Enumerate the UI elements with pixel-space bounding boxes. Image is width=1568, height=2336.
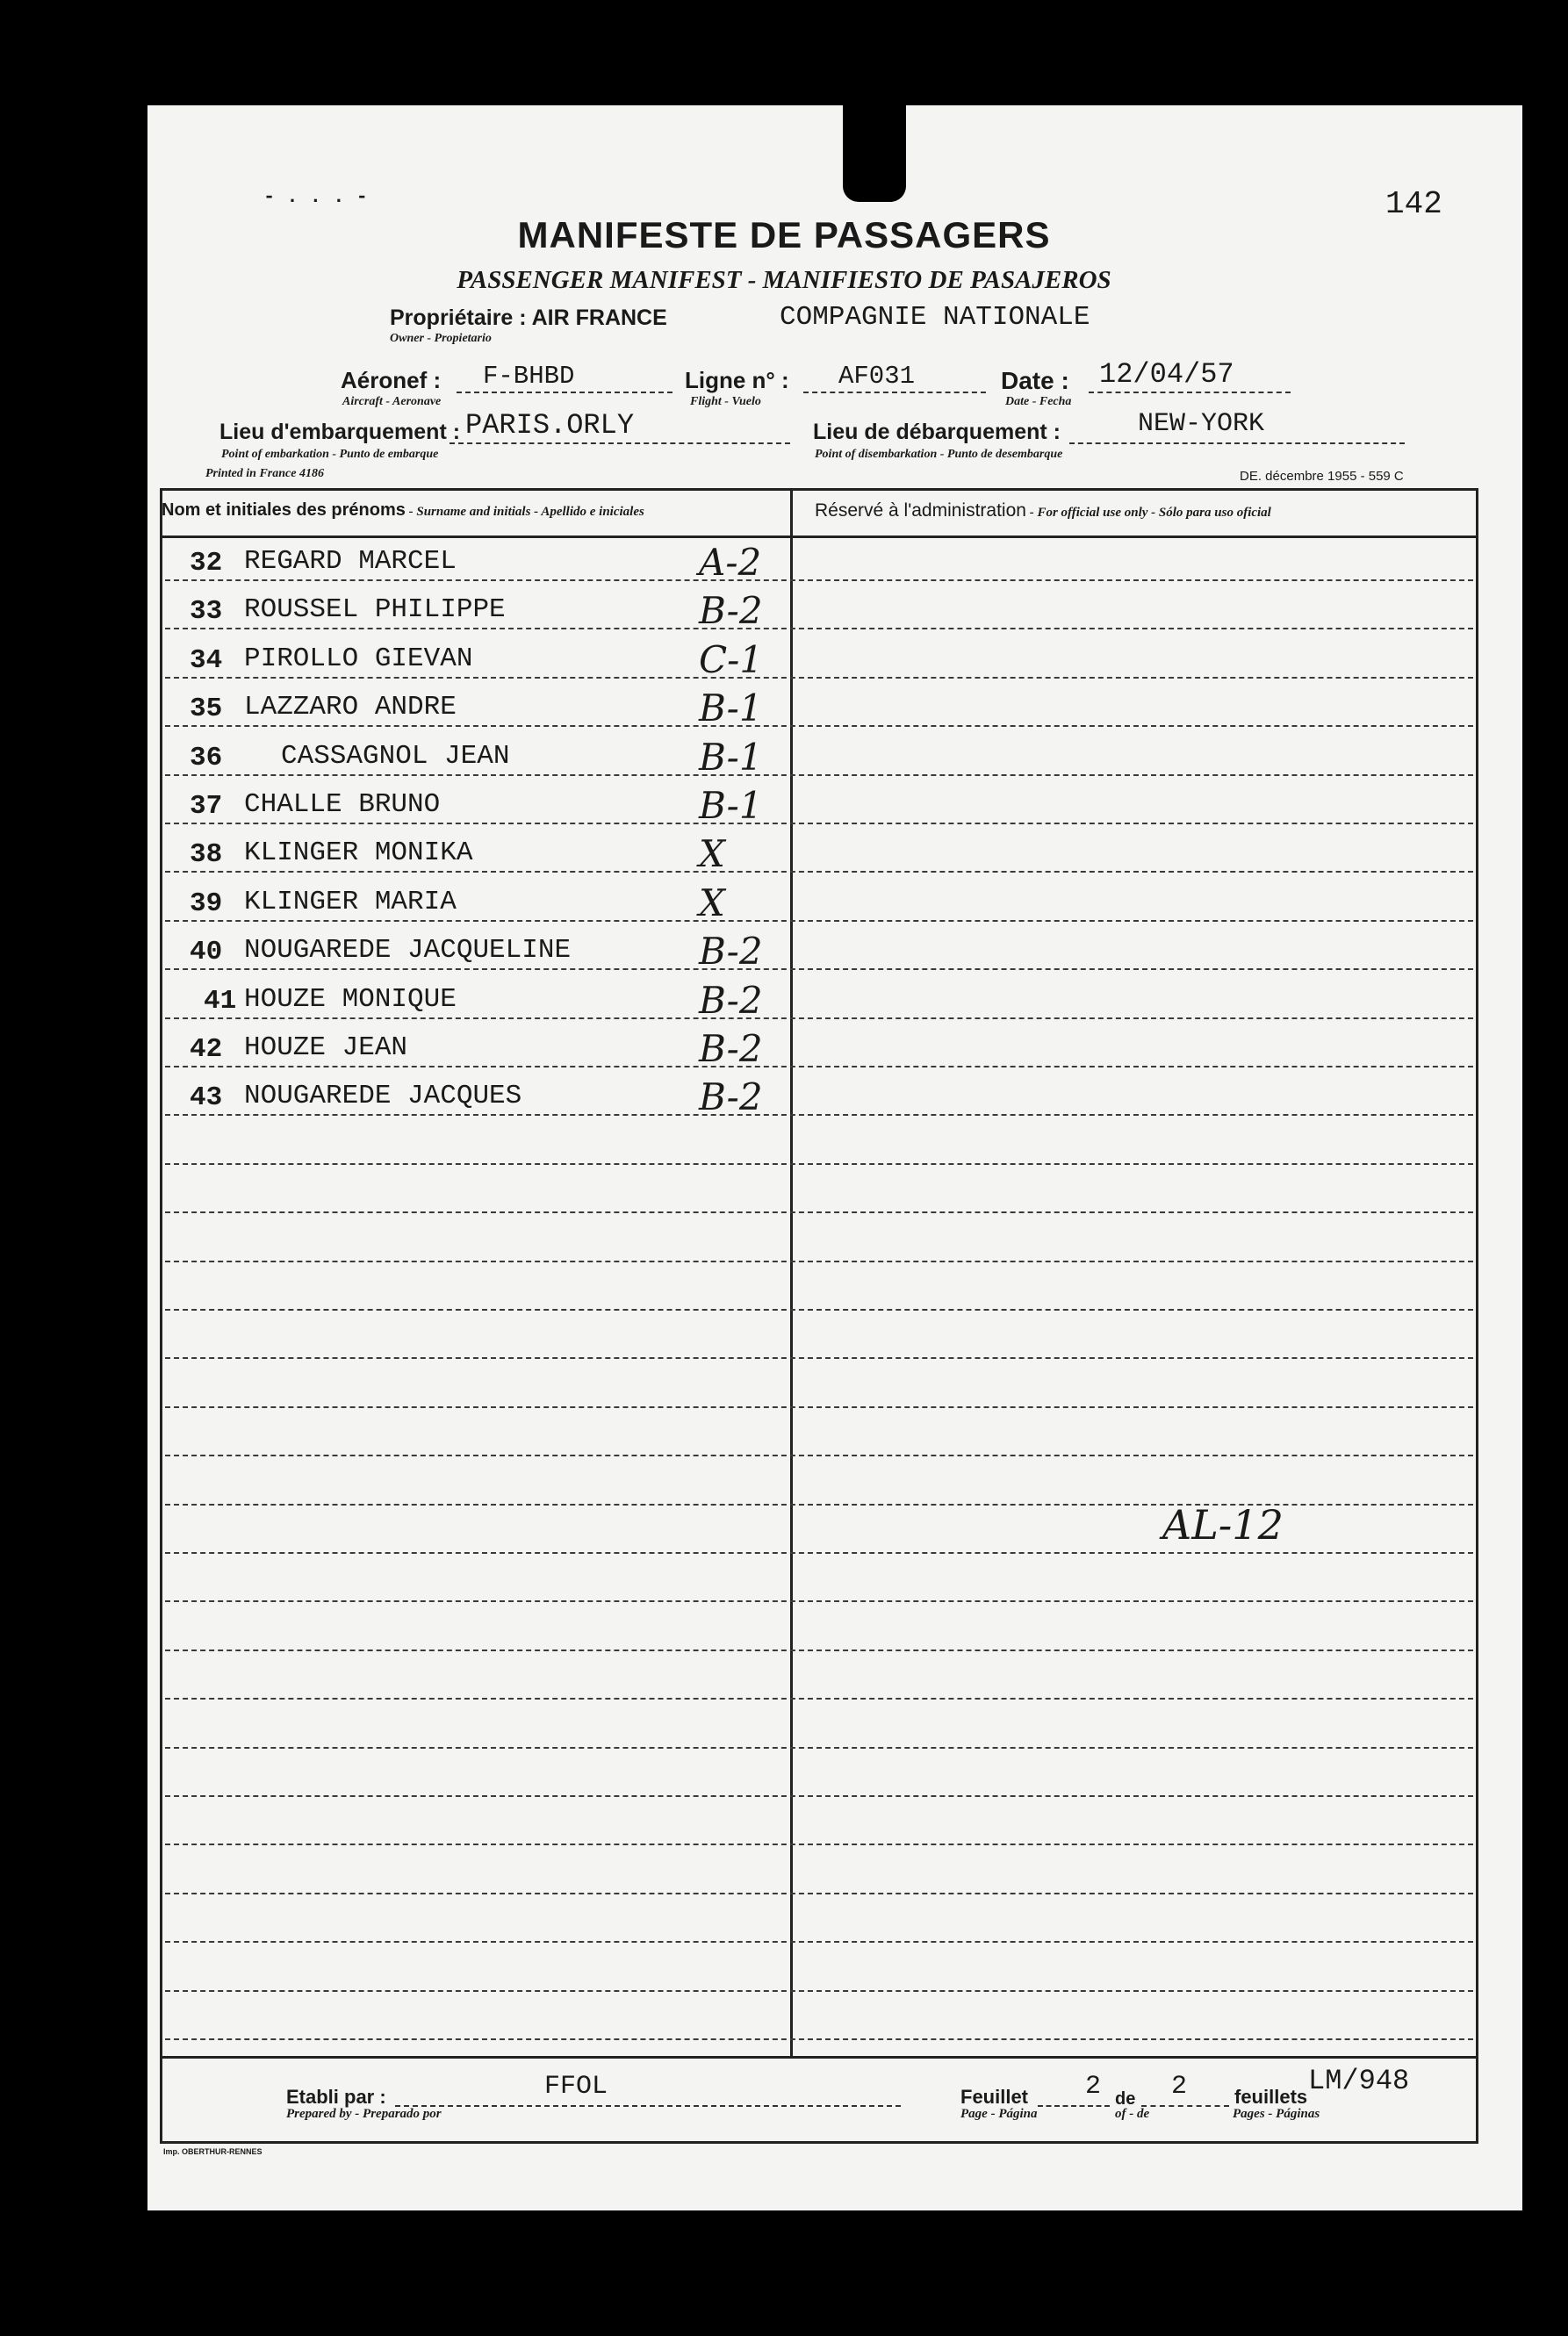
aircraft-label: Aéronef : [341, 367, 442, 393]
page-number: 142 [1385, 186, 1442, 222]
ruled-line [165, 1600, 1473, 1602]
ruled-line [165, 871, 1473, 873]
embark-value: PARIS.ORLY [465, 409, 635, 442]
form-code: DE. décembre 1955 - 559 C [1240, 469, 1404, 484]
corner-marks: - . . . - [263, 186, 368, 208]
ruled-line [165, 1698, 1473, 1700]
passenger-name: CHALLE BRUNO [244, 789, 441, 820]
column-header-names-sub: - Surname and initials - Apellido e iniciales [405, 505, 644, 519]
aircraft-sub: Aircraft - Aeronave [342, 395, 442, 408]
manifest-table [160, 488, 1478, 2144]
passenger-name: CASSAGNOL JEAN [281, 741, 510, 772]
ruled-line [165, 968, 1473, 970]
ruled-line [165, 1747, 1473, 1749]
embark-label: Lieu d'embarquement : [219, 420, 461, 444]
passenger-number: 33 [190, 596, 223, 627]
passenger-name: LAZZARO ANDRE [244, 692, 457, 722]
passenger-name: HOUZE MONIQUE [244, 984, 457, 1015]
owner-sub: Owner - Propietario [390, 332, 492, 345]
passenger-name: ROUSSEL PHILIPPE [244, 594, 506, 625]
flight-label: Ligne n° : [685, 367, 789, 393]
admin-note: AL-12 [1162, 1501, 1284, 1549]
date-value: 12/04/57 [1099, 358, 1234, 391]
printed-note: Printed in France 4186 [205, 467, 324, 480]
class-mark: B-2 [699, 589, 763, 632]
header-rule [160, 535, 1478, 538]
class-mark: B-2 [699, 1027, 763, 1070]
class-mark: C-1 [699, 638, 764, 681]
column-header-admin [815, 500, 1271, 521]
sheet-label: Feuillet [960, 2086, 1029, 2108]
of-label: de [1115, 2089, 1136, 2109]
passenger-number: 38 [190, 839, 223, 870]
passenger-name: KLINGER MARIA [244, 887, 457, 917]
ruled-line [165, 1941, 1473, 1943]
ruled-line [165, 1066, 1473, 1067]
date-label: Date : [1001, 367, 1069, 394]
sheets-label: feuillets [1234, 2086, 1308, 2108]
ruled-line [165, 579, 1473, 581]
passenger-name: PIROLLO GIEVAN [244, 643, 473, 674]
ruled-line [165, 1650, 1473, 1651]
ruled-line [165, 1406, 1473, 1408]
passenger-number: 42 [190, 1034, 223, 1065]
footer-rule [160, 2056, 1478, 2059]
ruled-line [165, 1990, 1473, 1992]
passenger-number: 40 [190, 937, 223, 967]
date-sub: Date - Fecha [1005, 395, 1072, 408]
prepared-value: FFOL [544, 2072, 608, 2102]
column-divider [790, 488, 793, 2056]
column-header-admin-sub: - For official use only - Sólo para uso oficial [1025, 506, 1271, 520]
class-mark: B-2 [699, 930, 763, 973]
passenger-number: 34 [190, 645, 223, 676]
passenger-number: 39 [190, 888, 223, 919]
embark-sub: Point of embarkation - Punto de embarque [221, 448, 439, 461]
ruled-line [165, 1261, 1473, 1262]
ruled-line [165, 677, 1473, 679]
ruled-line [165, 774, 1473, 776]
passenger-number: 37 [190, 791, 223, 822]
class-mark: B-1 [699, 736, 763, 779]
sheet-value: 2 [1085, 2072, 1102, 2102]
binder-clip [843, 105, 906, 202]
disembark-sub: Point of disembarkation - Punto de desembarque [815, 448, 1063, 461]
ruled-line [165, 823, 1473, 824]
ruled-line [165, 725, 1473, 727]
passenger-number: 32 [190, 548, 223, 579]
ruled-line [165, 1017, 1473, 1019]
passenger-number: 36 [190, 743, 223, 773]
form-title: MANIFESTE DE PASSAGERS [517, 214, 1051, 255]
ruled-line [165, 1163, 1473, 1165]
ruled-line [165, 920, 1473, 922]
flight-sub: Flight - Vuelo [690, 395, 761, 408]
class-mark: B-1 [699, 784, 763, 827]
passenger-number: 43 [190, 1082, 223, 1113]
passenger-name: HOUZE JEAN [244, 1032, 408, 1063]
passenger-name: REGARD MARCEL [244, 546, 457, 577]
class-mark: B-1 [699, 686, 763, 730]
passenger-number: 41 [204, 986, 237, 1017]
owner-label: Propriétaire : AIR FRANCE [390, 305, 667, 330]
ref-number: LM/948 [1308, 2065, 1410, 2097]
class-mark: B-2 [699, 1075, 763, 1118]
ruled-line [165, 628, 1473, 629]
ruled-line [165, 1455, 1473, 1456]
ruled-line [165, 1795, 1473, 1797]
passenger-name: NOUGAREDE JACQUES [244, 1081, 522, 1111]
ruled-line [165, 1893, 1473, 1894]
of-sub: of - de [1115, 2107, 1150, 2121]
class-mark: B-2 [699, 979, 763, 1022]
class-mark: A-2 [699, 541, 762, 584]
class-mark: X [699, 832, 725, 875]
passenger-name: NOUGAREDE JACQUELINE [244, 935, 572, 966]
ruled-line [165, 1211, 1473, 1213]
owner-value: COMPAGNIE NATIONALE [780, 302, 1090, 333]
column-header-names [162, 500, 644, 521]
prepared-label: Etabli par : [286, 2086, 386, 2108]
imprint: Imp. OBERTHUR-RENNES [163, 2147, 263, 2156]
ruled-line [165, 1552, 1473, 1554]
flight-value: AF031 [838, 362, 916, 391]
passenger-number: 35 [190, 694, 223, 724]
aircraft-value: F-BHBD [483, 362, 575, 391]
ruled-line [165, 1309, 1473, 1311]
disembark-label: Lieu de débarquement : [813, 420, 1061, 444]
ruled-line [165, 1844, 1473, 1845]
disembark-value: NEW-YORK [1138, 409, 1265, 439]
form-subtitle: PASSENGER MANIFEST - MANIFIESTO DE PASAJEROS [457, 266, 1111, 294]
sheet-sub: Page - Página [960, 2107, 1038, 2121]
ruled-line [165, 1357, 1473, 1359]
ruled-line [165, 2038, 1473, 2040]
passenger-name: KLINGER MONIKA [244, 837, 473, 868]
sheets-sub: Pages - Páginas [1233, 2107, 1320, 2121]
ruled-line [165, 1114, 1473, 1116]
prepared-sub: Prepared by - Preparado por [286, 2107, 442, 2121]
class-mark: X [699, 881, 725, 924]
column-header-admin-bold: Réservé à l'administration [815, 500, 1026, 521]
of-value: 2 [1171, 2072, 1188, 2102]
column-header-names-bold: Nom et initiales des prénoms [162, 500, 406, 520]
